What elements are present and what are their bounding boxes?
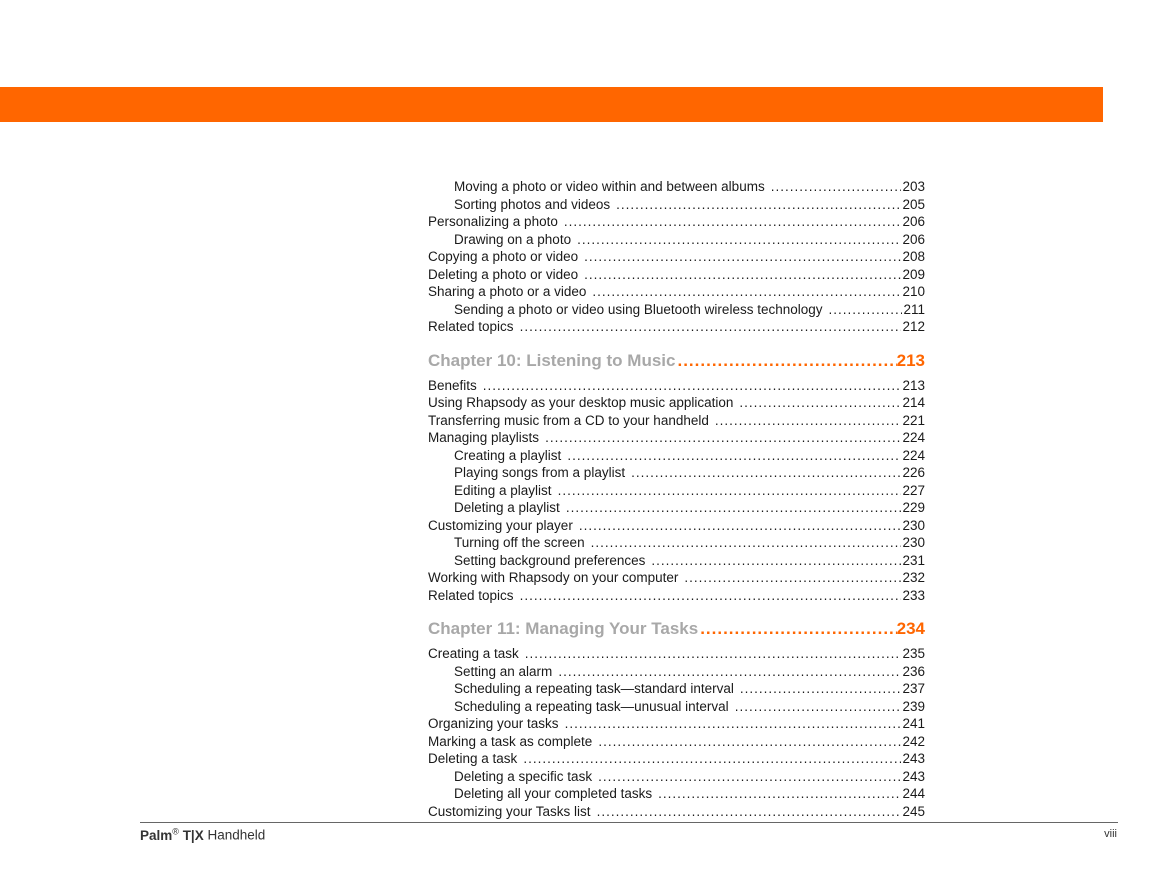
toc-entry-page-number: 232: [902, 570, 925, 585]
dot-leader: [579, 517, 902, 535]
dot-leader: [684, 569, 901, 587]
toc-entry-page-number: 214: [902, 395, 925, 410]
toc-entry-page-number: 231: [902, 552, 925, 568]
toc-entry-title: Deleting a specific task: [454, 768, 593, 784]
dot-leader: [483, 377, 902, 395]
product-label: Handheld: [207, 827, 266, 843]
dot-leader: [565, 715, 902, 733]
toc-entry-page-number: 244: [902, 786, 925, 801]
toc-entry[interactable]: [428, 412, 925, 430]
toc-entry-page-number: 227: [902, 482, 925, 498]
toc-section-tasks: [428, 645, 925, 820]
toc-entry-page-number: 235: [902, 646, 925, 661]
toc-subentry[interactable]: [428, 482, 925, 500]
toc-entry-title: Deleting a playlist: [454, 500, 560, 515]
toc-entry-page-number: 212: [902, 319, 925, 334]
dot-leader: [631, 464, 901, 482]
model-name: T|X: [182, 827, 204, 843]
toc-subentry[interactable]: [428, 464, 925, 482]
toc-entry-title: Marking a task as complete: [428, 733, 593, 749]
chapter-title: Chapter 11: Managing Your Tasks: [428, 619, 699, 638]
toc-entry-page-number: 206: [902, 231, 925, 247]
toc-section-photos: [428, 178, 925, 336]
toc-entry-title: Transferring music from a CD to your handheld: [428, 412, 709, 428]
toc-entry[interactable]: [428, 715, 925, 733]
toc-entry-title: Turning off the screen: [454, 535, 585, 550]
dot-leader: [558, 663, 901, 681]
header-accent-bar: [0, 87, 1103, 122]
toc-entry-title: Organizing your tasks: [428, 716, 559, 731]
toc-entry-page-number: 237: [902, 681, 925, 696]
dot-leader: [545, 429, 901, 447]
dot-leader: [584, 266, 901, 284]
toc-chapter-10[interactable]: [428, 350, 925, 372]
dot-leader: [597, 803, 902, 821]
toc-entry-title: Sending a photo or video using Bluetooth wireless technology: [454, 301, 823, 317]
toc-entry[interactable]: [428, 394, 925, 412]
toc-section-music: [428, 377, 925, 605]
toc-entry-page-number: 242: [902, 733, 925, 749]
toc-entry-title: Sharing a photo or a video: [428, 284, 587, 299]
toc-entry-title: Sorting photos and videos: [454, 196, 611, 212]
toc-entry-title: Deleting a task: [428, 751, 518, 766]
toc-entry-page-number: 226: [902, 465, 925, 480]
dot-leader: [658, 785, 901, 803]
toc-entry-title: Copying a photo or video: [428, 249, 579, 264]
toc-entry-page-number: 203: [902, 179, 925, 194]
dot-leader: [558, 482, 902, 500]
toc-entry-page-number: 213: [902, 377, 925, 393]
toc-entry-page-number: 239: [902, 698, 925, 714]
footer-page-number: viii: [1104, 828, 1117, 840]
toc-entry[interactable]: [428, 283, 925, 301]
dot-leader: [523, 750, 901, 768]
toc-entry-page-number: 208: [902, 249, 925, 264]
toc-subentry[interactable]: [428, 196, 925, 214]
toc-entry-title: Related topics: [428, 587, 514, 603]
dot-leader: [591, 534, 902, 552]
dot-leader: [715, 412, 902, 430]
toc-subentry[interactable]: [428, 552, 925, 570]
toc-entry-title: Deleting all your completed tasks: [454, 786, 653, 801]
toc-subentry[interactable]: [428, 301, 925, 319]
brand-name: Palm: [140, 827, 173, 843]
toc-entry[interactable]: [428, 429, 925, 447]
toc-entry-title: Scheduling a repeating task—unusual interval: [454, 698, 729, 714]
toc-entry-page-number: 211: [903, 301, 925, 317]
toc-entry[interactable]: [428, 733, 925, 751]
toc-entry-title: Creating a playlist: [454, 447, 562, 463]
dot-leader: [740, 680, 902, 698]
table-of-contents: [428, 178, 925, 820]
toc-entry-title: Drawing on a photo: [454, 231, 572, 247]
toc-entry-page-number: 233: [902, 587, 925, 603]
toc-entry[interactable]: [428, 569, 925, 587]
dot-leader: [598, 733, 901, 751]
registered-mark: ®: [172, 826, 179, 836]
toc-entry-page-number: 243: [902, 751, 925, 766]
toc-entry-page-number: 224: [902, 447, 925, 463]
dot-leader: [700, 618, 896, 640]
toc-subentry[interactable]: [428, 178, 925, 196]
dot-leader: [677, 350, 896, 372]
toc-entry-title: Scheduling a repeating task—standard interval: [454, 681, 734, 696]
toc-entry-title: Using Rhapsody as your desktop music application: [428, 395, 734, 410]
dot-leader: [735, 698, 902, 716]
toc-entry[interactable]: [428, 248, 925, 266]
dot-leader: [567, 447, 901, 465]
toc-entry-title: Playing songs from a playlist: [454, 465, 626, 480]
dot-leader: [651, 552, 901, 570]
dot-leader: [577, 231, 901, 249]
toc-entry-page-number: 236: [902, 663, 925, 679]
toc-entry-page-number: 210: [902, 284, 925, 299]
toc-entry[interactable]: [428, 587, 925, 605]
toc-entry-title: Related topics: [428, 319, 514, 334]
toc-entry[interactable]: [428, 318, 925, 336]
toc-entry-page-number: 209: [902, 266, 925, 282]
toc-subentry[interactable]: [428, 499, 925, 517]
toc-entry[interactable]: [428, 517, 925, 535]
toc-entry-title: Benefits: [428, 377, 477, 393]
toc-entry-title: Personalizing a photo: [428, 214, 558, 229]
chapter-title: Chapter 10: Listening to Music: [428, 350, 676, 370]
toc-subentry[interactable]: [428, 231, 925, 249]
toc-entry-page-number: 230: [902, 535, 925, 550]
toc-entry[interactable]: [428, 213, 925, 231]
toc-entry[interactable]: [428, 377, 925, 395]
toc-entry-page-number: 224: [902, 430, 925, 445]
toc-entry[interactable]: [428, 266, 925, 284]
toc-entry-title: Moving a photo or video within and between albums: [454, 179, 765, 194]
toc-entry-title: Creating a task: [428, 646, 519, 661]
toc-subentry[interactable]: [428, 698, 925, 716]
toc-entry-page-number: 206: [902, 214, 925, 229]
toc-entry-title: Customizing your player: [428, 517, 573, 533]
dot-leader: [520, 318, 902, 336]
toc-entry-page-number: 229: [902, 500, 925, 515]
dot-leader: [525, 645, 902, 663]
dot-leader: [739, 394, 901, 412]
toc-entry-title: Setting an alarm: [454, 663, 553, 679]
chapter-page-number: 213: [896, 350, 925, 370]
dot-leader: [592, 283, 901, 301]
dot-leader: [520, 587, 902, 605]
dot-leader: [598, 768, 901, 786]
toc-entry[interactable]: [428, 750, 925, 768]
toc-entry-page-number: 241: [902, 716, 925, 731]
dot-leader: [829, 301, 903, 319]
toc-subentry[interactable]: [428, 680, 925, 698]
dot-leader: [566, 499, 902, 517]
toc-entry-title: Managing playlists: [428, 430, 540, 445]
toc-entry-page-number: 205: [902, 196, 925, 212]
toc-subentry[interactable]: [428, 768, 925, 786]
dot-leader: [771, 178, 902, 196]
toc-subentry[interactable]: [428, 534, 925, 552]
toc-entry-page-number: 243: [902, 768, 925, 784]
footer-brand: [140, 828, 204, 843]
footer-divider: [140, 822, 1118, 823]
toc-entry-page-number: 245: [902, 803, 925, 819]
toc-entry-title: Working with Rhapsody on your computer: [428, 570, 679, 585]
toc-chapter-11[interactable]: [428, 618, 925, 640]
toc-entry[interactable]: [428, 803, 925, 821]
footer-product-name: [140, 826, 265, 843]
toc-entry[interactable]: [428, 645, 925, 663]
dot-leader: [584, 248, 901, 266]
dot-leader: [616, 196, 901, 214]
toc-entry-title: Customizing your Tasks list: [428, 803, 591, 819]
dot-leader: [564, 213, 902, 231]
toc-subentry[interactable]: [428, 663, 925, 681]
toc-entry-page-number: 230: [902, 517, 925, 533]
toc-entry-page-number: 221: [902, 412, 925, 428]
toc-entry-title: Setting background preferences: [454, 552, 646, 568]
toc-subentry[interactable]: [428, 447, 925, 465]
toc-entry-title: Deleting a photo or video: [428, 266, 579, 282]
chapter-page-number: 234: [896, 619, 925, 638]
toc-entry-title: Editing a playlist: [454, 482, 552, 498]
toc-subentry[interactable]: [428, 785, 925, 803]
